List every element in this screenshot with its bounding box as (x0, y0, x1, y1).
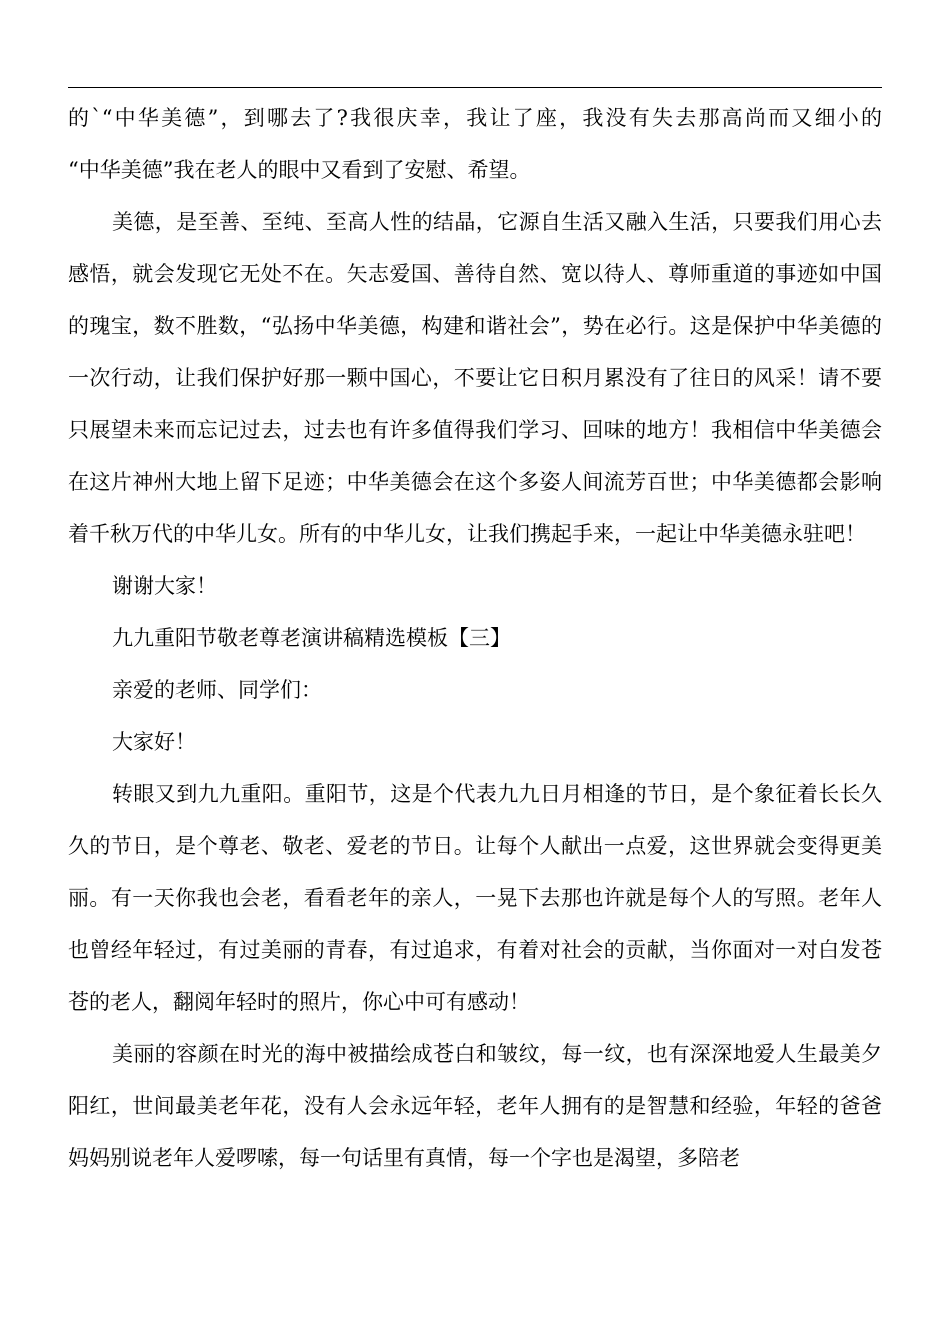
paragraph-line: 的`“中华美德”，到哪去了?我很庆幸，我让了座，我没有失去那高尚而又细小的 (68, 106, 882, 130)
paragraph: 美德，是至善、至纯、至高人性的结晶，它源自生活又融入生活，只要我们用心去感悟，就会发现它无处不在。矢志爱国、善待自然、宽以待人、尊师重道的事迹如中国的瑰宝，数不胜数，“弘扬中华美德，构建和谐社会”，势在必行。这是保护中华美德的一次行动，让我们保护好那一颗中国心，不要让它日积月累没有了往日的风采！请不要只展望未来而忘记过去，过去也有许多值得我们学习、回味的地方！我相信中华美德会在这片神州大地上留下足迹；中华美德会在这个多姿人间流芳百世；中华美德都会影响着千秋万代的中华儿女。所有的中华儿女，让我们携起手来，一起让中华美德永驻吧！ (68, 210, 882, 546)
paragraph-line: “中华美德”我在老人的眼中又看到了安慰、希望。 (68, 158, 531, 182)
paragraph: 转眼又到九九重阳。重阳节，这是个代表九九日月相逢的节日，是个象征着长长久久的节日，是个尊老、敬老、爱老的节日。让每个人献出一点爱，这世界就会变得更美丽。有一天你我也会老，看看老年的亲人，一晃下去那也许就是每个人的写照。老年人也曾经年轻过，有过美丽的青春，有过追求，有着对社会的贡献，当你面对一对白发苍苍的老人，翻阅年轻时的照片，你心中可有感动！ (68, 782, 882, 1014)
paragraph: 美丽的容颜在时光的海中被描绘成苍白和皱纹，每一纹，也有深深地爱人生最美夕阳红，世间最美老年花，没有人会永远年轻，老年人拥有的是智慧和经验，年轻的爸爸妈妈别说老年人爱啰嗦，每一句话里有真情，每一个字也是渴望，多陪老 (68, 1042, 882, 1170)
closing-thanks: 谢谢大家！ (112, 574, 217, 598)
salutation: 亲爱的老师、同学们： (112, 678, 322, 702)
section-title: 九九重阳节敬老尊老演讲稿精选模板【三】 (112, 626, 511, 650)
document-body (68, 92, 882, 1184)
header-rule (68, 87, 882, 88)
greeting: 大家好！ (112, 730, 196, 754)
